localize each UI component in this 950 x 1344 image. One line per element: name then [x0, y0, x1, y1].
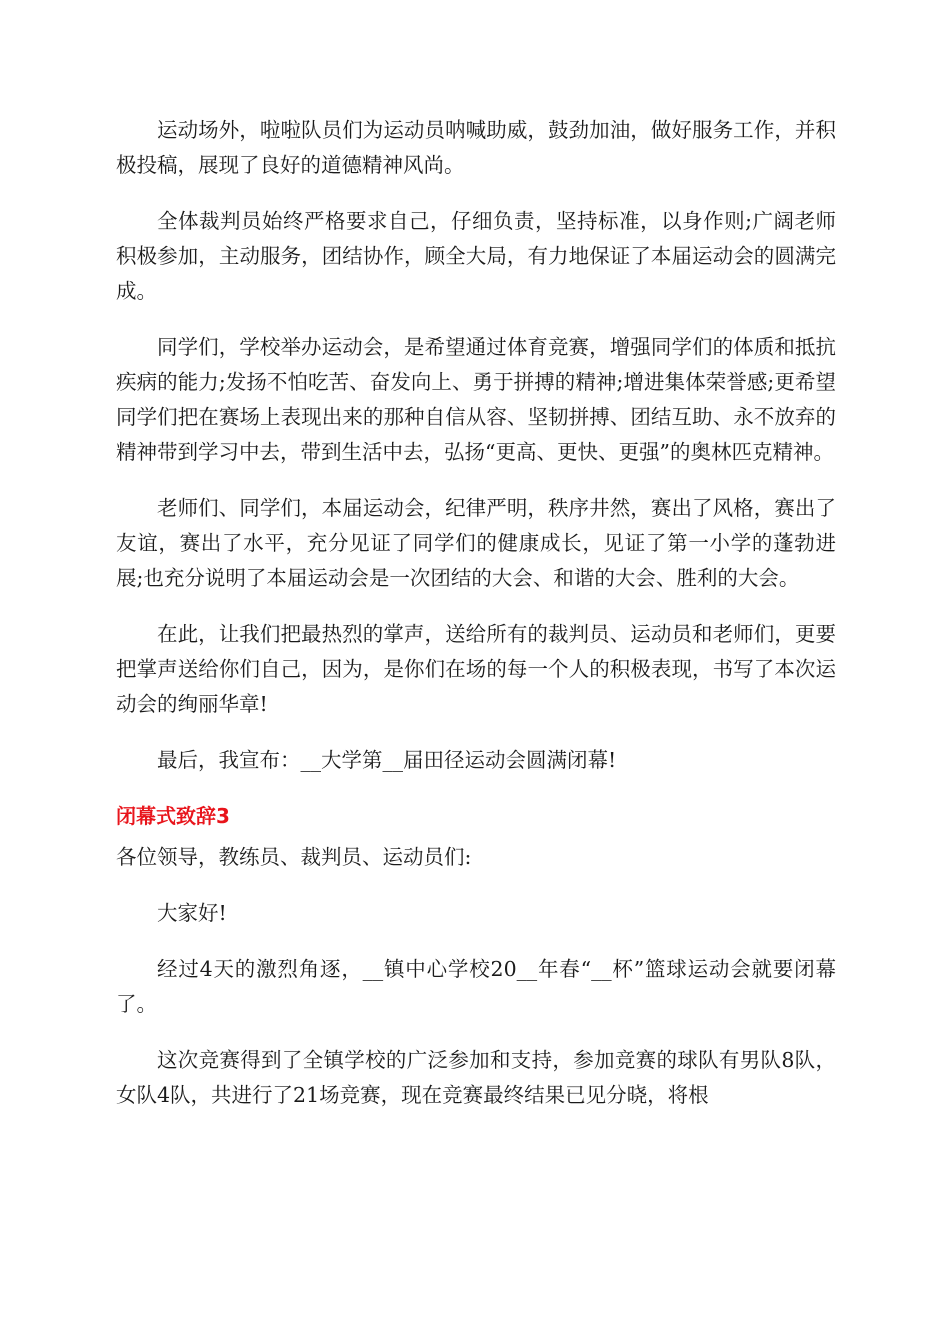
section-heading: 闭幕式致辞3: [116, 804, 230, 828]
paragraph-competition-closing: 经过4天的激烈角逐，__镇中心学校20__年春“__杯”篮球运动会就要闭幕了。: [116, 957, 836, 1016]
paragraph-students: 同学们，学校举办运动会，是希望通过体育竞赛，增强同学们的体质和抵抗疾病的能力;发扬不怕吃苦、奋发向上、勇于拼搏的精神;增进集体荣誉感;更希望同学们把在赛场上表现出来的那种自信从容、坚韧拼搏、团结互助、永不放弃的精神带到学习中去，带到生活中去，弘扬“更高、更快、更强”的奥林匹克精神。: [116, 335, 836, 464]
paragraph-closing-declaration: 最后，我宣布：__大学第__届田径运动会圆满闭幕!: [157, 748, 617, 772]
paragraph-cheerleaders: 运动场外，啦啦队员们为运动员呐喊助威，鼓劲加油，做好服务工作，并积极投稿，展现了良好的道德精神风尚。: [116, 118, 836, 177]
paragraph-applause: 在此，让我们把最热烈的掌声，送给所有的裁判员、运动员和老师们，更要把掌声送给你们自己，因为，是你们在场的每一个人的积极表现，书写了本次运动会的绚丽华章!: [116, 622, 836, 716]
paragraph-referees: 全体裁判员始终严格要求自己，仔细负责，坚持标准，以身作则;广阔老师积极参加，主动服务，团结协作，顾全大局，有力地保证了本届运动会的圆满完成。: [116, 209, 836, 303]
paragraph-teachers-students: 老师们、同学们，本届运动会，纪律严明，秩序井然，赛出了风格，赛出了友谊，赛出了水平，充分见证了同学们的健康成长，见证了第一小学的蓬勃进展;也充分说明了本届运动会是一次团结的大会、和谐的大会、胜利的大会。: [116, 496, 836, 590]
paragraph-hello: 大家好!: [157, 901, 227, 925]
paragraph-competition-summary: 这次竞赛得到了全镇学校的广泛参加和支持，参加竞赛的球队有男队8队，女队4队，共进行了21场竞赛，现在竞赛最终结果已见分晓，将根: [116, 1048, 836, 1107]
document-body: [116, 113, 836, 1134]
paragraph-greeting: 各位领导，教练员、裁判员、运动员们:: [116, 845, 472, 869]
